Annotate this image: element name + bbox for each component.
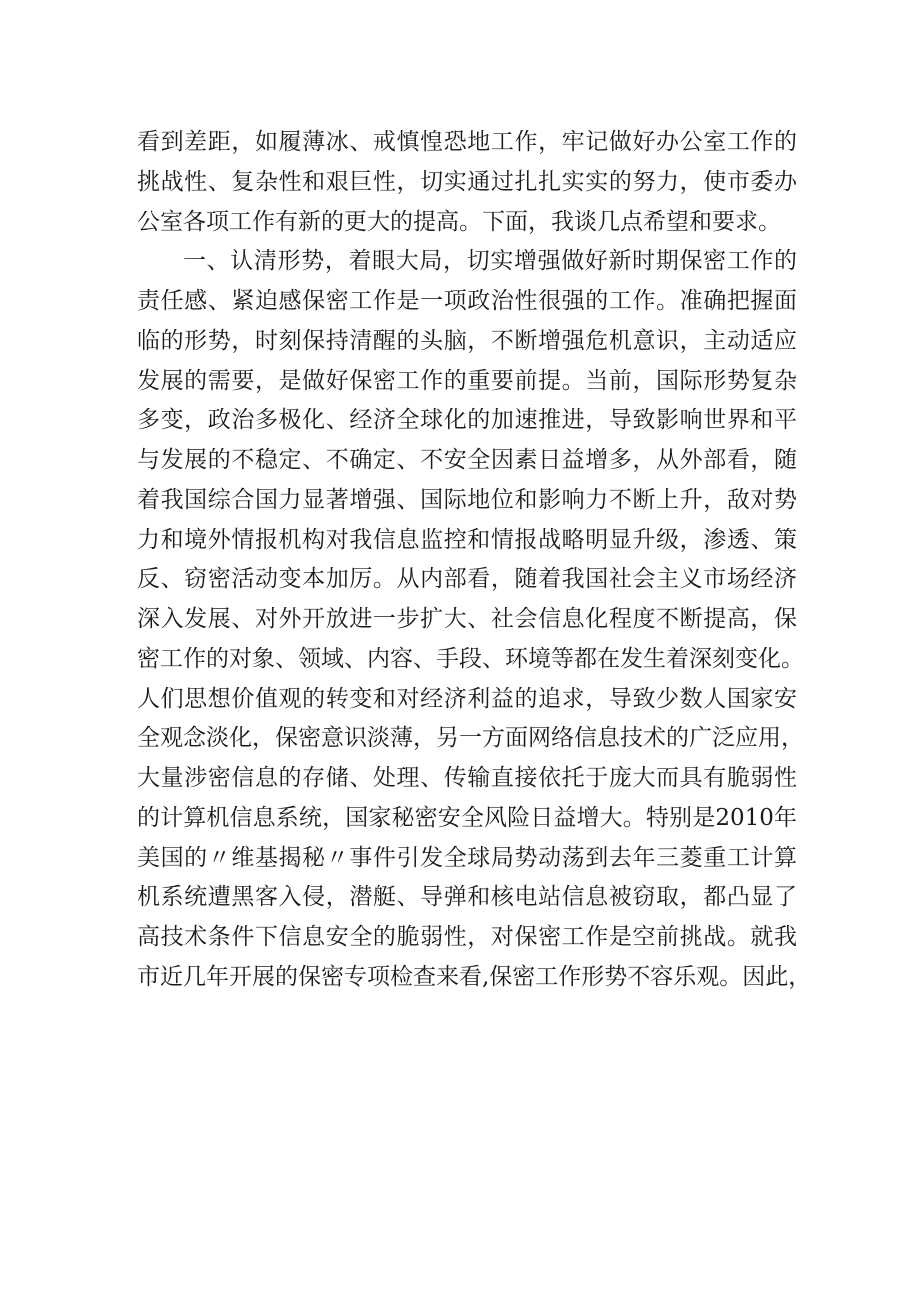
text-line: 多变，政治多极化、经济全球化的加速推进，导致影响世界和平 — [137, 407, 797, 434]
text-line: 着我国综合国力显著增强、国际地位和影响力不断上升，敌对势 — [137, 486, 797, 513]
text-line: 机系统遭黑客入侵，潜艇、导弹和核电站信息被窃取，都凸显了 — [137, 884, 797, 911]
section-heading-line: 一、认清形势，着眼大局，切实增强做好新时期保密工作的 — [183, 248, 797, 275]
text-line: 责任感、紧迫感保密工作是一项政治性很强的工作。准确把握面 — [137, 288, 797, 314]
text-line: 反、窃密活动变本加厉。从内部看，随着我国社会主义市场经济 — [137, 566, 797, 593]
text-line: 密工作的对象、领域、内容、手段、环境等都在发生着深刻变化。 — [137, 645, 804, 672]
text-line: 全观念淡化，保密意识淡薄，另一方面网络信息技术的广泛应用， — [137, 725, 804, 752]
text-line: 临的形势，时刻保持清醒的头脑，不断增强危机意识，主动适应 — [137, 327, 797, 354]
text-line: 市近几年开展的保密专项检查来看,保密工作形势不容乐观。因此， — [137, 963, 812, 990]
text-line: 美国的〃维基揭秘〃事件引发全球局势动荡到去年三菱重工计算 — [137, 844, 797, 871]
text-line: 高技术条件下信息安全的脆弱性，对保密工作是空前挑战。就我 — [137, 924, 797, 950]
text-line: 力和境外情报机构对我信息监控和情报战略明显升级，渗透、策 — [137, 526, 797, 553]
text-line: 挑战性、复杂性和艰巨性，切实通过扎扎实实的努力，使市委办 — [137, 168, 797, 195]
text-line: 深入发展、对外开放进一步扩大、社会信息化程度不断提高，保 — [137, 606, 797, 632]
text-line: 人们思想价值观的转变和对经济利益的追求，导致少数人国家安 — [137, 685, 797, 712]
body-text — [137, 123, 812, 998]
text-line: 发展的需要，是做好保密工作的重要前提。当前，国际形势复杂 — [137, 367, 797, 394]
text-line: 看到差距，如履薄冰、戒慎惶恐地工作，牢记做好办公室工作的 — [137, 129, 797, 155]
text-line: 大量涉密信息的存储、处理、传输直接依托于庞大而具有脆弱性 — [137, 765, 797, 791]
text-line: 公室各项工作有新的更大的提高。下面，我谈几点希望和要求。 — [137, 208, 781, 235]
text-line: 与发展的不稳定、不确定、不安全因素日益增多，从外部看，随 — [137, 447, 797, 473]
text-line: 的计算机信息系统，国家秘密安全风险日益增大。特别是2010年 — [137, 804, 797, 831]
